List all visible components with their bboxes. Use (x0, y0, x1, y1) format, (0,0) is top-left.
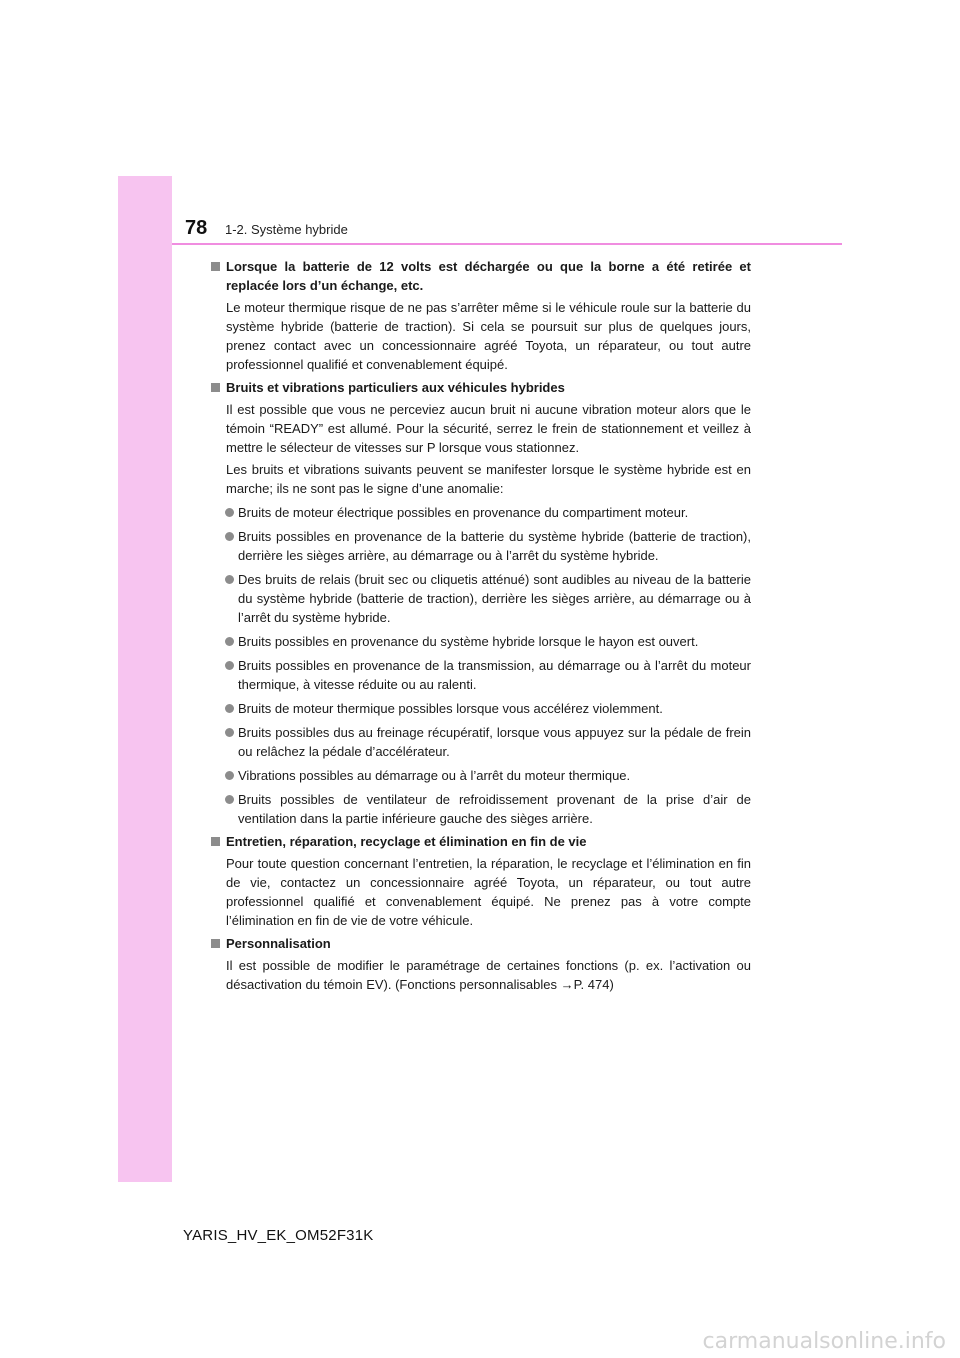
square-bullet-icon (211, 939, 220, 948)
list-item-text: Bruits possibles en provenance de la transmission, au démarrage ou à l’arrêt du moteur thermique, à vitesse réduite ou au ralenti. (238, 658, 751, 692)
section-heading (211, 832, 751, 851)
paragraph: Les bruits et vibrations suivants peuvent se manifester lorsque le système hybride est en marche; ils ne sont pas le signe d’une anomalie: (226, 462, 751, 496)
round-bullet-icon (225, 637, 234, 646)
list-item-text: Bruits possibles dus au freinage récupératif, lorsque vous appuyez sur la pédale de frein ou relâchez la pédale d’accélérateur. (238, 725, 751, 759)
header-divider (172, 243, 842, 245)
section-heading (211, 257, 751, 295)
page-body (211, 253, 751, 994)
list-item (211, 699, 751, 718)
list-item (211, 790, 751, 828)
list-item-text: Bruits de moteur thermique possibles lorsque vous accélérez violemment. (238, 701, 663, 716)
round-bullet-icon (225, 575, 234, 584)
round-bullet-icon (225, 532, 234, 541)
paragraph: Le moteur thermique risque de ne pas s’arrêter même si le véhicule roule sur la batterie du système hybride (batterie de traction). Si cela se poursuit sur plus de quelques jours, prenez contact avec un concessionnaire agréé Toyota, un réparateur, ou tout autre professionnel qualifié et convenablement équipé. (226, 300, 751, 372)
list-item (211, 723, 751, 761)
list-item-text: Bruits possibles en provenance de la batterie du système hybride (batterie de traction), derrière les sièges arrière, au démarrage ou à l’arrêt du système hybride. (238, 529, 751, 563)
round-bullet-icon (225, 704, 234, 713)
section-heading-text: Bruits et vibrations particuliers aux véhicules hybrides (226, 380, 565, 395)
round-bullet-icon (225, 508, 234, 517)
list-item-text: Des bruits de relais (bruit sec ou cliquetis atténué) sont audibles au niveau de la batterie du système hybride (batterie de traction), derrière les sièges arrière, au démarrage ou à l’arrêt du système hybride. (238, 572, 751, 625)
round-bullet-icon (225, 795, 234, 804)
document-code: YARIS_HV_EK_OM52F31K (183, 1227, 374, 1244)
square-bullet-icon (211, 837, 220, 846)
section-heading-text: Lorsque la batterie de 12 volts est déchargée ou que la borne a été retirée et replacée lors d’un échange, etc. (226, 259, 751, 293)
list-item (211, 570, 751, 627)
list-item (211, 656, 751, 694)
list-item-text: Bruits de moteur électrique possibles en provenance du compartiment moteur. (238, 505, 689, 520)
page-number: 78 (185, 217, 208, 239)
section-color-band (118, 176, 172, 1182)
watermark-link[interactable]: carmanualsonline.info (702, 1329, 946, 1354)
round-bullet-icon (225, 771, 234, 780)
section-title: 1-2. Système hybride (225, 222, 348, 237)
square-bullet-icon (211, 262, 220, 271)
list-item-text: Bruits possibles de ventilateur de refroidissement provenant de la prise d’air de ventilation dans la partie inférieure gauche des sièges arrière. (238, 792, 751, 826)
section-heading-text: Personnalisation (226, 936, 331, 951)
list-item (211, 503, 751, 522)
paragraph: Il est possible que vous ne perceviez aucun bruit ni aucune vibration moteur alors que le témoin “READY” est allumé. Pour la sécurité, serrez le frein de stationnement et veillez à mettre le sélecteur de vitesses sur P lorsque vous stationnez. (226, 402, 751, 455)
round-bullet-icon (225, 728, 234, 737)
list-item (211, 632, 751, 651)
section-heading (211, 378, 751, 397)
square-bullet-icon (211, 383, 220, 392)
round-bullet-icon (225, 661, 234, 670)
list-item (211, 527, 751, 565)
list-item-text: Vibrations possibles au démarrage ou à l’arrêt du moteur thermique. (238, 768, 631, 783)
list-item (211, 766, 751, 785)
list-item-text: Bruits possibles en provenance du système hybride lorsque le hayon est ouvert. (238, 634, 699, 649)
section-heading-text: Entretien, réparation, recyclage et élimination en fin de vie (226, 834, 587, 849)
paragraph: Il est possible de modifier le paramétrage de certaines fonctions (p. ex. l’activation ou désactivation du témoin EV). (Fonctions personnalisables →P. 474) (226, 958, 751, 992)
section-heading (211, 934, 751, 953)
paragraph: Pour toute question concernant l’entretien, la réparation, le recyclage et l’élimination en fin de vie, contactez un concessionnaire agréé Toyota, un réparateur, ou tout autre professionnel qualifié et convenablement équipé. Ne prenez pas à votre compte l’élimination en fin de vie de votre véhicule. (226, 856, 751, 928)
